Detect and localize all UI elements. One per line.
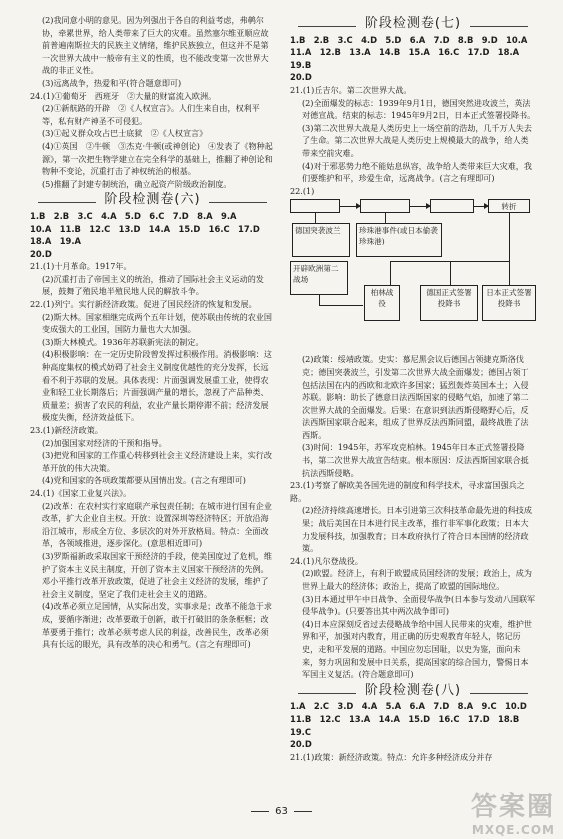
event-box-pearl-harbor: 珍珠港事件(或日本偷袭珍珠港) <box>356 223 442 257</box>
section-title-6: 阶段检测卷(六) <box>30 194 275 207</box>
answer-paragraph: (4)改革必须立足国情，从实际出发，实事求是；改革不能急于求成，要循序渐进；改革要敢于创新，敢于打破旧的条条框框；改革要勇于推行；改革必须考虑人民的利益，改善民生，改革必须具有长远的眼光，具有改革的决心和勇气。(言之有理即可) <box>42 601 272 650</box>
answer-paragraph: (3)第二次世界大战是人类历史上一场空前的浩劫，几千万人失去了生命。第二次世界大战是人类历史上规模最大的战争，给人类带来空前灾难。 <box>302 122 532 158</box>
answer-paragraph: (2)经济持续高速增长。日本引进第三次科技革命最先进的科技成果；战后美国在日本进行民主改革，推行非军事化政策；日本大力发展科技，加强教育；日本政府执行了符合日本国情的经济政策。 <box>302 505 532 554</box>
connector-line <box>390 261 391 285</box>
choice-answer-row: 20.D <box>290 72 312 83</box>
answer-paragraph: (3)日本通过甲午中日战争、全面侵华战争(日本参与发动八国联军侵华战争)。(只要答出其中两次战争即可) <box>302 593 536 617</box>
answer-paragraph: (2)加强国家对经济的干预和指导。 <box>42 437 167 448</box>
event-box-germany-surrender: 德国正式签署投降书 <box>420 285 478 321</box>
answer-paragraph: (4)日本应深刻反省过去侵略战争给中国人民带来的灾难，维护世界和平，加强对内教育，用正确的历史观教育年轻人，铭记历史，走和平发展的道路。中国应勿忘国耻，以史为鉴，面向未来，努力巩固和发展中日关系，提高国家的综合国力，警惕日本军国主义复活。(符合题意即可) <box>302 618 532 680</box>
answer-paragraph: (2)政策：绥靖政策。史实：慕尼黑会议后德国占领捷克斯洛伐克；德国突袭波兰，引发第二次世界大战全面爆发；德国占领丁包括法国在内的西欧和北欧许多国家；猛烈轰炸英国本土；入侵苏联。影响：助长了德意日法西斯国家的侵略气焰，加速了第二次世界大战的全面爆发。后果：在意识到法西斯侵略野心后，反法西斯国家联合起来，组成了世界反法西斯同盟，最终战胜了法西斯。 <box>302 354 529 440</box>
sec7-q21 <box>290 84 536 185</box>
answer-paragraph: (3)远离战争，热爱和平(符合题意即可) <box>42 77 182 88</box>
answer-paragraph: (2)全面爆发的标志：1939年9月1日，德国突然进攻波兰，英法对德宣战。结束的标志：1945年9月2日，日本正式签署投降书。 <box>302 97 536 121</box>
sec7-q23 <box>290 479 536 555</box>
blank-box <box>430 199 474 213</box>
sec8-choice-answers <box>290 700 536 750</box>
answer-paragraph: (4)党和国家的各项政策都要从国情出发。(言之有理即可) <box>42 475 246 486</box>
connector-line <box>319 295 320 305</box>
ww2-flowchart <box>290 199 536 349</box>
answer-paragraph: 21.(1)十月革命。1917年。 <box>30 261 132 272</box>
section-title-7: 阶段检测卷(七) <box>290 18 536 31</box>
connector-line <box>450 261 451 285</box>
watermark-sub: MXQE.COM <box>471 823 555 837</box>
choice-answer-row: 11.B 12.C 13.A 14.A 15.D 16.C 17.D 18.B 19.C <box>290 713 528 737</box>
connector-line <box>319 305 363 306</box>
answer-paragraph: (3)斯大林模式。1936年苏联新宪法的制定。 <box>42 336 204 347</box>
blank-box <box>360 199 410 213</box>
choice-answer-row: 20.D <box>30 248 52 259</box>
event-box-poland: 德国突袭波兰 <box>292 223 350 257</box>
right-column <box>290 14 536 763</box>
answer-paragraph: (4)①英国 ②牛顿 ③杰克·牛顿(或神创论) ④发表了《物种起源》，第一次把生物学建立在完全科学的基础上，推翻了神创论和物种不变论，沉重打击了神权统治的根基。 <box>42 140 273 177</box>
watermark-logo <box>471 786 555 837</box>
event-box-berlin: 柏林战役 <box>364 285 400 321</box>
watermark-main: 答案圈 <box>470 792 555 822</box>
sec6-q22 <box>30 298 275 424</box>
sec6-choice-answers <box>30 210 275 260</box>
answer-paragraph: (3)罗斯福新政采取国家干预经济的手段，使美国度过了危机，维护了资本主义民主制度，开创了资本主义国家干预经济的先例。邓小平推行改革开放政策，促进了社会主义经济的发展，维护了社会主义制度，坚定了我们走社会主义的道路。 <box>42 550 272 599</box>
answer-paragraph: (4)对于邪恶势力绝不能姑息纵容，战争给人类带来巨大灾难，我们要维护和平，珍爱生命，远离战争。(言之有理即可) <box>302 160 532 184</box>
answer-paragraph: (2)我同意小明的意见。因为列强出于各自的利益考虑，弗鹌尔协，牵累世界，给人类带来了巨大的灾难。虽然塞尔维亚顺应故前普遍南斯拉夫的民族主义情绪，维护民族独立，但这并不是第一次世界大战中一般帝有主义的性质，也不能改变第一次世界大战的非正义性。 <box>42 15 269 76</box>
sec7-q24 <box>290 555 536 681</box>
q22-label: 22.(1) <box>290 185 315 196</box>
answer-paragraph: (2)斯大林。国家相继完成两个五年计划，使苏联由传统的农业国变成强大的工业国，国防力量也大大加强。 <box>42 311 272 335</box>
answer-paragraph: (5)推翻了封建专制统治，确立起资产阶级政治制度。 <box>42 178 232 189</box>
sec6-q21 <box>30 260 275 298</box>
left-top-block <box>30 14 275 90</box>
sec7-choice-answers <box>290 34 536 84</box>
section-title-8: 阶段检测卷(八) <box>290 685 536 698</box>
choice-answer-row: 20.D <box>290 739 312 750</box>
answer-paragraph: (2)欧盟。经济上，有利于欧盟成员国经济的发展；政治上，成为世界上最大的经济体；政治上，提高了欧盟的国际地位。 <box>302 568 532 591</box>
choice-answer-row: 1.B 2.B 3.C 4.A 5.D 6.C 7.D 8.A 9.A <box>30 210 237 221</box>
answer-paragraph: (3)时间：1945年，苏军攻克柏林。1945年日本正式签署投降书，第二次世界大战宣告结束。根本原因：反法西斯国家联合抵抗法西斯侵略。 <box>302 442 529 478</box>
event-box-japan-surrender: 日本正式签署投降书 <box>482 285 536 321</box>
flow-arrow <box>410 206 430 207</box>
answer-paragraph: 24.(1)《国家工业复兴法》。 <box>30 487 132 498</box>
connector-line <box>509 213 510 261</box>
answer-paragraph: 22.(1)列宁。实行新经济政策。促进了国民经济的恢复和发展。 <box>30 299 257 310</box>
answer-paragraph: 21.(1)丘吉尔。第二次世界大战。 <box>290 84 412 95</box>
sec6-q23 <box>30 424 275 487</box>
answer-paragraph: (4)积极影响：在一定历史阶段曾发挥过积极作用。消极影响：这种高度集权的模式妨碍了社会主义制度优越性的充分发挥，长远看不利于苏联的发展。具体表现：片面强调发展重工业，使得农业和轻工业长期落后；片面强调产量的增长，忽视了产品种类、质量差；损害了农民的利益，农业产量长期停滞不前；经济发展极度失衡，经济效益低下。 <box>42 349 272 423</box>
flow-arrow <box>474 206 488 207</box>
choice-answer-row: 1.B 2.B 3.C 4.D 5.D 6.A 7.D 8.B 9.D 10.A <box>290 34 528 45</box>
answer-paragraph: 23.(1)新经济政策。 <box>30 425 103 435</box>
left-column <box>30 14 275 651</box>
event-box-second-front: 开辟欧洲第二战场 <box>290 261 348 295</box>
connector-line <box>385 213 386 223</box>
choice-answer-row: 10.A 11.B 12.C 13.D 14.A 15.D 16.C 17.D 18.A 19.A <box>30 223 269 247</box>
sec6-q24 <box>30 487 275 651</box>
answer-paragraph: 24.(1)①葡萄牙 西班牙 ②大量的财富流入欧洲。 <box>30 90 217 101</box>
connector-line <box>315 213 316 223</box>
answer-paragraph: (2)①新航路的开辟 ②《人权宣言》。人们生来自由，权利平等，私有财产神圣不可侵犯。 <box>42 103 260 126</box>
left-q24-block <box>30 90 275 191</box>
page-number: 63 <box>0 806 563 817</box>
sec7-q22 <box>290 353 536 479</box>
answer-paragraph: 23.(1)考察了解欧美各国先进的制度和科学技术，寻求富国强兵之路。 <box>290 480 525 503</box>
answer-paragraph: (2)改革：在农村实行家庭联产承包责任制；在城市进行国有企业改革，扩大企业自主权。开放：设置深圳等经济特区；开放沿海沿江城市，形成全方位、多层次的对外开放格局。特点：全面改革，各领域推进，逐步深化。(意思相近即可) <box>42 500 272 549</box>
blank-box <box>290 199 340 213</box>
flow-arrow <box>340 206 360 207</box>
answer-paragraph: 24.(1)凡尔登战役。 <box>290 555 363 566</box>
answer-paragraph: 21.(1)政策：新经济政策。特点：允许多种经济成分并存 <box>290 751 493 762</box>
answer-paragraph: (2)沉重打击了帝国主义的统治，推动了国际社会主义运动的发展，鼓舞了殖民地半殖民地人民的解放斗争。 <box>42 273 264 297</box>
turning-point-box: 转折 <box>488 199 530 213</box>
connector-line <box>509 261 510 285</box>
choice-answer-row: 1.A 2.C 3.D 4.A 5.A 6.A 7.D 8.A 9.C 10.D <box>290 701 527 712</box>
choice-answer-row: 11.A 12.B 13.A 14.B 15.A 16.C 17.D 18.A 19.B <box>290 47 528 70</box>
answer-paragraph: (3)①起义群众攻占巴士底狱 ②《人权宣言》 <box>42 128 208 139</box>
answer-paragraph: (3)把党和国家的工作重心转移到社会主义经济建设上来，实行改革开放的伟大决策。 <box>42 450 272 473</box>
